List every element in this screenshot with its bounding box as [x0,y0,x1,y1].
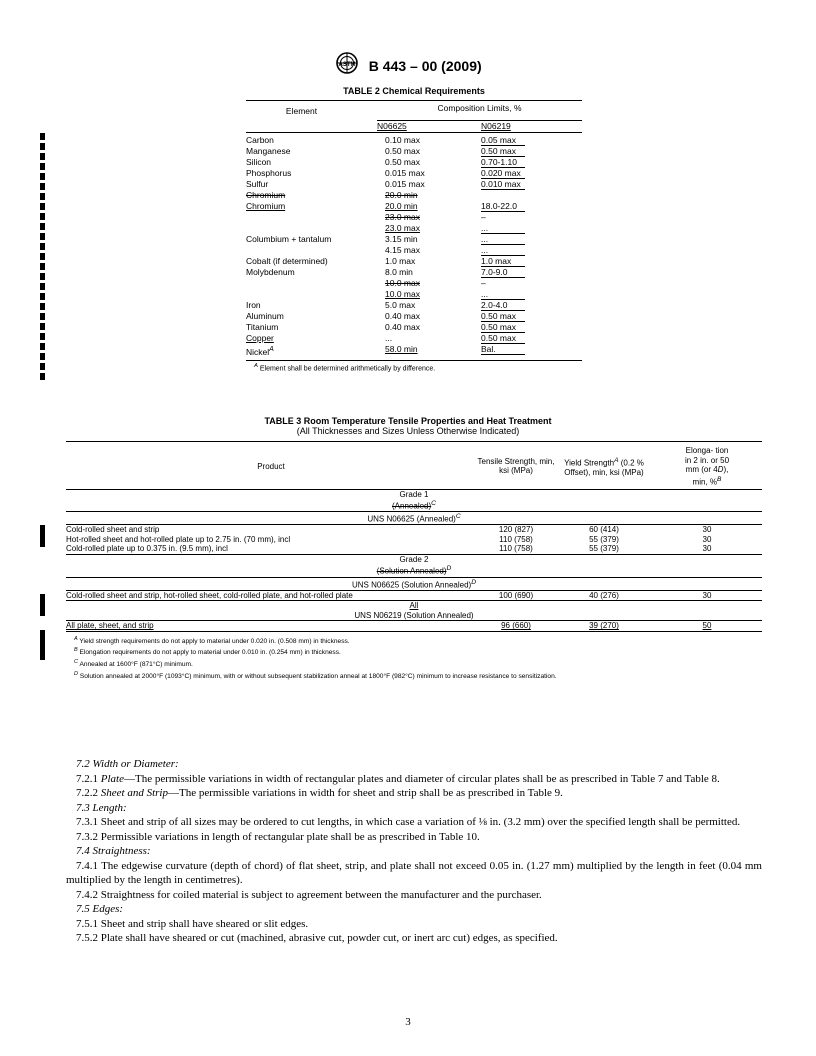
change-bar [40,133,45,383]
document-designation: B 443 – 00 (2009) [368,57,482,74]
table-row: 10.0 max – [385,278,486,288]
table2-footnote: $^A$ Element shall be determined arithmetically by difference. [254,362,436,373]
paragraph: 7.2.2 Sheet and Strip—The permissible variations in width for sheet and strip shall be as prescribed in Table 9. [76,787,563,799]
svg-text:ASTM: ASTM [338,62,356,68]
table-row: 10.0 max ... [246,289,582,300]
page-number: 3 [405,1016,411,1028]
table3-tensile-properties [66,441,762,682]
table-row: Aluminum 0.40 max 0.50 max [246,311,582,322]
paragraph: 7.3.1 Sheet and strip of all sizes may be ordered to cut lengths, in which case a variation of ⅛ in. (3.2 mm) over the specified length shall be permitted. [76,816,741,828]
table-row: Columbium + tantalum 3.15 min ... [246,234,582,245]
table3-header-product: Product [257,461,285,471]
table-row: Chromium 20.0 min 18.0-22.0 [246,201,582,212]
table-row: Sulfur 0.015 max 0.010 max [246,179,582,190]
paragraph: 7.3 Length: [76,801,127,814]
table3-header-yield: Yield Strength$^A$ (0.2 % Offset), min, ksi (MPa) [564,456,644,477]
table-row: Iron 5.0 max 2.0-4.0 [246,300,582,311]
table3-footnote: $^C$ Annealed at 1600°F (871°C) minimum. [74,659,193,669]
table3-footnote: $^D$ Solution annealed at 2000°F (1093°C) minimum, with or without subsequent stabilization anneal at 1800°F (982°C) minimum to increase resistance to sensitization. [74,670,557,681]
table2-header-element: Element [285,106,318,117]
table-row: 23.0 max – [385,212,486,222]
table3-header-tensile: Tensile Strength, min, ksi (MPa) [477,456,555,476]
table2-col-n06219: N06219 [481,121,511,131]
grade2-uns: UNS N06625 (Solution Annealed)$^D$ [66,577,762,590]
all-label: All [66,601,762,611]
table-row: Cobalt (if determined) 1.0 max 1.0 max [246,256,582,267]
table2-header-composition: Composition Limits, % [437,103,522,113]
table3-footnote: $^A$ Yield strength requirements do not apply to material under 0.020 in. (0.508 mm) in thickness. [74,635,350,645]
paragraph: 7.3.2 Permissible variations in length of rectangular plate shall be as prescribed in Table 10. [76,830,480,843]
change-bar [40,525,45,547]
table3-footnote: $^B$ Elongation requirements do not apply to material under 0.010 in. (0.254 mm) in thickness. [74,647,341,657]
table2-col-n06625: N06625 [377,121,407,131]
table-row: Cold-rolled plate up to 0.375 in. (9.5 mm), incl 110 (758) 55 (379) 30 [66,544,712,554]
table-row: Hot-rolled sheet and hot-rolled plate up to 2.75 in. (70 mm), incl 110 (758) 55 (379) 30 [66,534,712,544]
table-row: Manganese 0.50 max 0.50 max [246,146,582,157]
paragraph: 7.5 Edges: [76,903,124,915]
body-text [66,757,762,946]
change-bar [40,594,45,616]
grade2-annealed: (Solution Annealed)$^D$ [376,565,452,577]
table-row: Carbon 0.10 max 0.05 max [246,135,582,146]
grade1-uns: UNS N06625 (Annealed)$^C$ [66,512,762,525]
table-row: Nickel$^A$ 58.0 min Bal. [246,344,582,358]
change-bar [40,630,45,660]
table2-chemical-requirements [246,100,582,374]
table-row: 4.15 max ... [246,245,582,256]
paragraph: 7.4.1 The edgewise curvature (depth of chord) of flat sheet, strip, and plate shall not exceed 0.05 in. (1.27 mm) multiplied by the length in feet (0.04 mm multiplied by the length in centimetres). [66,859,762,886]
table-row: Cold-rolled sheet and strip 120 (827) 60 (414) 30 [66,525,762,535]
paragraph: 7.5.1 Sheet and strip shall have sheared or slit edges. [76,917,309,930]
grade2-label: Grade 2 [66,554,762,564]
all-uns: UNS N06219 (Solution Annealed) [354,610,474,620]
paragraph: 7.2.1 Plate—The permissible variations in width of rectangular plates and diameter of circular plates shall be as prescribed in Table 7 and Table 8. [76,772,720,785]
paragraph: 7.2 Width or Diameter: [76,758,179,770]
table-row: Cold-rolled sheet and strip, hot-rolled sheet, cold-rolled plate, and hot-rolled plate 100 (690) 40 (276) 30 [66,590,762,601]
paragraph: 7.4.2 Straightness for coiled material is subject to agreement between the manufacturer and the purchaser. [76,888,542,901]
table-row: Phosphorus 0.015 max 0.020 max [246,168,582,179]
table3-header-elongation: Elonga- tion in 2 in. or 50 mm (or 4D), min, %$^B$ [684,446,730,487]
grade1-annealed: (Annealed)$^C$ [392,500,436,511]
table-row: Molybdenum 8.0 min 7.0-9.0 [246,267,582,278]
paragraph: 7.5.2 Plate shall have sheared or cut (machined, abrasive cut, powder cut, or inert arc cut) edges, as specified. [76,932,558,944]
table-row: Titanium 0.40 max 0.50 max [246,322,582,333]
paragraph: 7.4 Straightness: [76,845,151,857]
grade1-label: Grade 1 [66,489,762,499]
table-row: Chromium 20.0 min [246,190,418,200]
table2-caption: TABLE 2 Chemical Requirements [343,86,485,96]
table-row: 23.0 max ... [246,223,582,234]
table-row: All plate, sheet, and strip 96 (660) 39 (270) 50 [66,621,762,632]
astm-logo-icon [334,52,360,79]
table-row: Silicon 0.50 max 0.70-1.10 [246,157,582,168]
table3-caption: TABLE 3 Room Temperature Tensile Properties and Heat Treatment (All Thicknesses and Sizes Unless Otherwise Indicated) [264,416,552,436]
table-row: Copper ... 0.50 max [246,333,582,344]
page-header [0,52,816,79]
